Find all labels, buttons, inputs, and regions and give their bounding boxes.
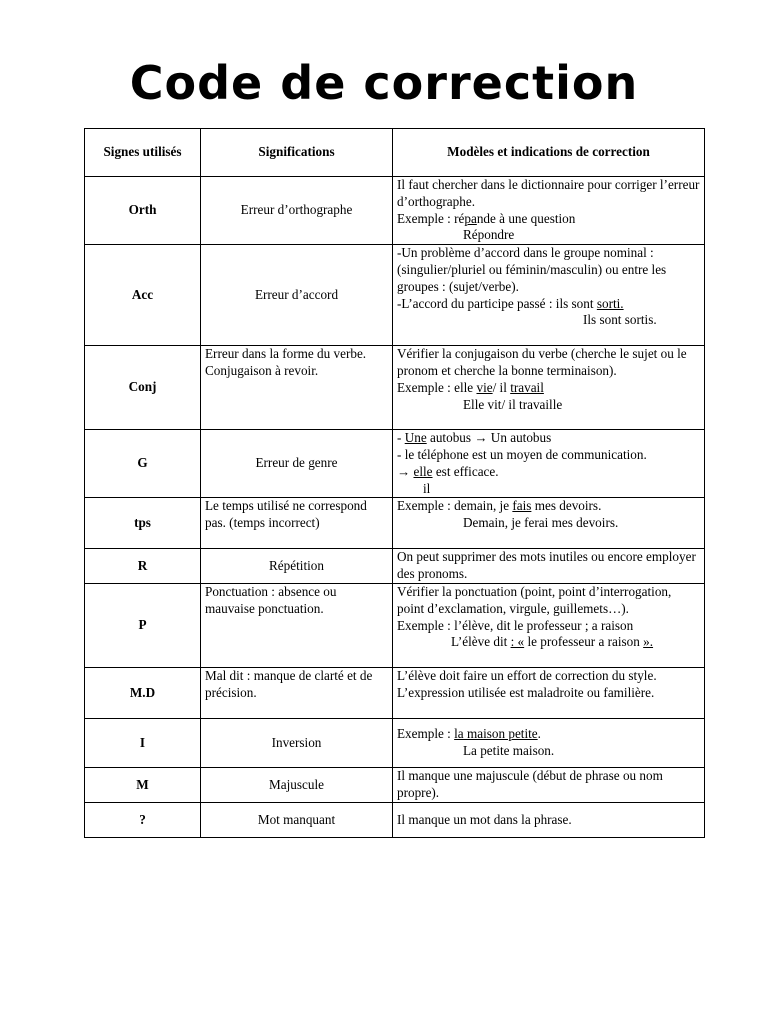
meaning-cell: Erreur d’orthographe bbox=[201, 177, 393, 245]
model-cell bbox=[393, 430, 705, 498]
model-correction: Demain, je ferai mes devoirs. bbox=[463, 515, 619, 531]
meaning-cell: Erreur d’accord bbox=[201, 245, 393, 346]
model-cell bbox=[393, 802, 705, 837]
table-row bbox=[85, 802, 705, 837]
model-text: Il manque une majuscule (début de phrase ou nom propre). bbox=[397, 767, 663, 800]
model-text: Vérifier la ponctuation (point, point d’interrogation, point d’exclamation, virgule, guillemets…). bbox=[397, 583, 672, 616]
arrow-right-icon: → bbox=[474, 430, 488, 446]
model-text: -Un problème d’accord dans le groupe nominal : (singulier/pluriel ou féminin/masculin) ou entre les groupes : (sujet/verbe). bbox=[397, 245, 667, 294]
model-example-2: → elle est efficace. bbox=[397, 463, 499, 479]
model-correction: Elle vit/ il travaille bbox=[463, 396, 563, 412]
table-header-row bbox=[85, 129, 705, 177]
table-row bbox=[85, 767, 705, 802]
meaning-cell: Le temps utilisé ne correspond pas. (temps incorrect) bbox=[201, 498, 393, 549]
model-cell bbox=[393, 549, 705, 584]
table-row bbox=[85, 430, 705, 498]
header-meanings: Significations bbox=[201, 129, 393, 177]
model-cell bbox=[393, 667, 705, 718]
meaning-cell: Erreur dans la forme du verbe. Conjugaison à revoir. bbox=[201, 346, 393, 430]
model-cell bbox=[393, 718, 705, 767]
table-row bbox=[85, 245, 705, 346]
model-example: -L’accord du participe passé : ils sont sorti. bbox=[397, 295, 624, 311]
model-correction: L’élève dit : « le professeur a raison ». bbox=[451, 634, 654, 650]
model-text: L’élève doit faire un effort de correction du style. L’expression utilisée est maladroite ou familière. bbox=[397, 667, 657, 700]
header-models: Modèles et indications de correction bbox=[393, 129, 705, 177]
sign-cell: M bbox=[85, 767, 201, 802]
model-correction: Répondre bbox=[463, 227, 515, 243]
model-example: Exemple : la maison petite. bbox=[397, 726, 541, 742]
model-example: - Une autobus → Un autobus bbox=[397, 430, 552, 446]
model-correction: La petite maison. bbox=[463, 742, 555, 758]
model-cell bbox=[393, 245, 705, 346]
sign-cell: Conj bbox=[85, 346, 201, 430]
meaning-cell: Inversion bbox=[201, 718, 393, 767]
model-text: Il faut chercher dans le dictionnaire pour corriger l’erreur d’orthographe. bbox=[397, 177, 700, 209]
table-row bbox=[85, 667, 705, 718]
model-text: Il manque un mot dans la phrase. bbox=[397, 811, 572, 827]
model-cell bbox=[393, 177, 705, 245]
model-cell bbox=[393, 498, 705, 549]
header-signs: Signes utilisés bbox=[85, 129, 201, 177]
correction-code-table bbox=[84, 128, 705, 838]
table-row bbox=[85, 549, 705, 584]
sign-cell: I bbox=[85, 718, 201, 767]
meaning-cell: Mal dit : manque de clarté et de précision. bbox=[201, 667, 393, 718]
meaning-cell: Erreur de genre bbox=[201, 430, 393, 498]
table-row bbox=[85, 346, 705, 430]
table-row bbox=[85, 718, 705, 767]
model-example: Exemple : répande à une question bbox=[397, 210, 576, 226]
model-correction: Ils sont sortis. bbox=[583, 312, 657, 328]
model-cell bbox=[393, 346, 705, 430]
sign-cell: M.D bbox=[85, 667, 201, 718]
meaning-cell: Majuscule bbox=[201, 767, 393, 802]
sign-cell: P bbox=[85, 583, 201, 667]
meaning-cell: Répétition bbox=[201, 549, 393, 584]
model-text: On peut supprimer des mots inutiles ou encore employer des pronoms. bbox=[397, 549, 696, 582]
table-row bbox=[85, 498, 705, 549]
model-text: - le téléphone est un moyen de communication. bbox=[397, 446, 647, 462]
sign-cell: ? bbox=[85, 802, 201, 837]
sign-cell: R bbox=[85, 549, 201, 584]
model-example: Exemple : elle vie/ il travail bbox=[397, 379, 544, 395]
page-title: Code de correction bbox=[129, 56, 639, 110]
meaning-cell: Ponctuation : absence ou mauvaise ponctuation. bbox=[201, 583, 393, 667]
model-example: Exemple : l’élève, dit le professeur ; a raison bbox=[397, 617, 634, 633]
sign-cell: G bbox=[85, 430, 201, 498]
meaning-cell: Mot manquant bbox=[201, 802, 393, 837]
sign-cell: tps bbox=[85, 498, 201, 549]
arrow-right-icon: → bbox=[397, 463, 411, 479]
table-row bbox=[85, 177, 705, 245]
model-correction: il bbox=[423, 480, 431, 496]
model-cell bbox=[393, 767, 705, 802]
table-row bbox=[85, 583, 705, 667]
sign-cell: Acc bbox=[85, 245, 201, 346]
model-text: Vérifier la conjugaison du verbe (cherche le sujet ou le pronom et cherche la bonne terminaison). bbox=[397, 346, 687, 378]
sign-cell: Orth bbox=[85, 177, 201, 245]
model-cell bbox=[393, 583, 705, 667]
model-example: Exemple : demain, je fais mes devoirs. bbox=[397, 498, 602, 514]
